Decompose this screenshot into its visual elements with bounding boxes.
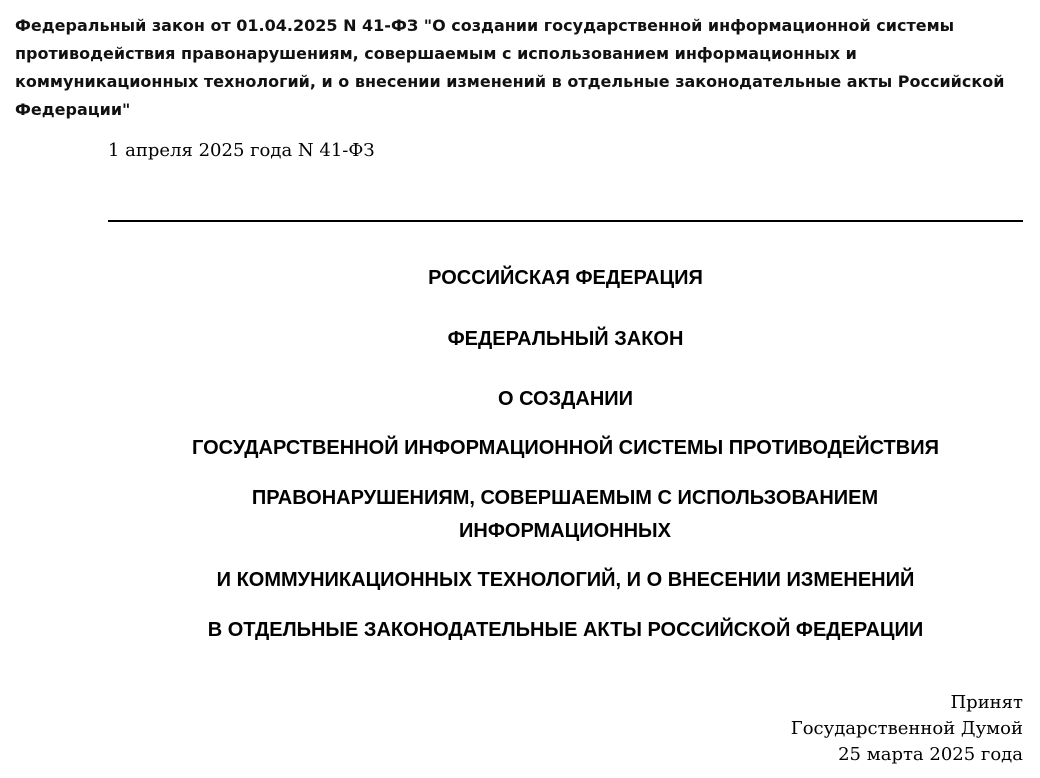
adoption-block <box>791 690 1023 768</box>
title-line-5: В ОТДЕЛЬНЫЕ ЗАКОНОДАТЕЛЬНЫЕ АКТЫ РОССИЙСКОЙ ФЕДЕРАЦИИ <box>207 619 924 641</box>
adoption-status: Принят <box>950 692 1023 713</box>
adoption-date: 25 марта 2025 года <box>838 744 1023 765</box>
title-line-2: ГОСУДАРСТВЕННОЙ ИНФОРМАЦИОННОЙ СИСТЕМЫ ПРОТИВОДЕЙСТВИЯ <box>192 437 939 459</box>
title-country: РОССИЙСКАЯ ФЕДЕРАЦИЯ <box>428 267 703 289</box>
document-heading: Федеральный закон от 01.04.2025 N 41-ФЗ "О создании государственной информационной системы противодействия правонарушениям, совершаемым с использованием информационных и коммуникационных технологий, и о внесении изменений в отдельные законодательные акты Российской Федерации" <box>15 16 1005 119</box>
title-line-3: ПРАВОНАРУШЕНИЯМ, СОВЕРШАЕМЫМ С ИСПОЛЬЗОВАНИЕМ ИНФОРМАЦИОННЫХ <box>251 487 879 542</box>
title-law-type: ФЕДЕРАЛЬНЫЙ ЗАКОН <box>447 328 684 350</box>
law-date-number: 1 апреля 2025 года N 41-ФЗ <box>108 140 375 161</box>
title-line-1: О СОЗДАНИИ <box>497 388 634 410</box>
title-line-4: И КОММУНИКАЦИОННЫХ ТЕХНОЛОГИЙ, И О ВНЕСЕНИИ ИЗМЕНЕНИЙ <box>216 569 915 591</box>
adoption-body: Государственной Думой <box>790 718 1023 739</box>
horizontal-divider <box>108 220 1023 222</box>
